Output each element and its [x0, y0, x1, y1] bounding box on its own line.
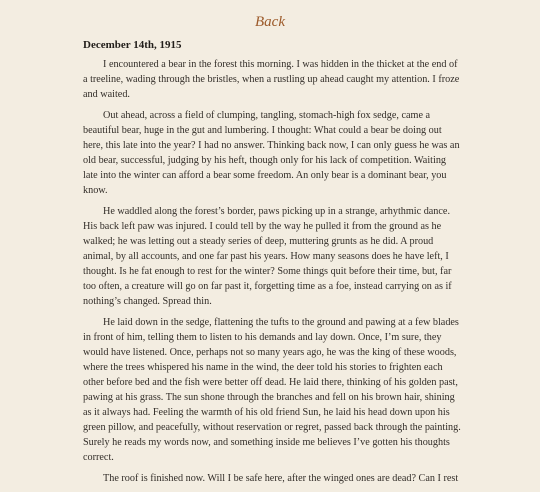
journal-entry — [83, 38, 463, 492]
entry-paragraph: Out ahead, across a field of clumping, tangling, stomach-high fox sedge, came a beautiful bear, huge in the gut and lumbering. I thought: What could a bear be doing out here, this late into the year? I had no answer. Thinking back now, I can only guess he was an old bear, successful, judging by his heft, though only for his lack of competition. Waiting late into the winter can afford a bear some freedom. An only bear is a dominant bear, you know. — [83, 110, 460, 196]
back-link[interactable]: Back — [255, 14, 285, 30]
entry-paragraph: The roof is finished now. Will I be safe here, after the winged ones are dead? Can I rest — [103, 473, 459, 484]
entry-paragraph: He laid down in the sedge, flattening the tufts to the ground and pawing at a few blades in front of him, telling them to listen to his demands and lay down. Once, I’m sure, they would have listened. Once, perhaps not so many years ago, he was the king of these woods, where the trees whispered his name in the wind, the deer told his stories to frighten each other before bed and the fish were better off dead. He laid there, thinking of his golden past, pawing at his grass. The sun shone through the branches and fell on his brown hair, shining as it always had. Feeling the warmth of his old friend Sun, he laid his head down upon his green pillow, and peacefully, without reservation or regret, passed back through the painting. Surely he reads my words now, and something inside me believes I’ve gotten his thoughts correct. — [83, 317, 461, 463]
entry-paragraph: I encountered a bear in the forest this morning. I was hidden in the thicket at the end of a treeline, wading through the bristles, when a rustling up ahead caught my attention. I froze and waited. — [83, 59, 460, 100]
entry-paragraph: He waddled along the forest’s border, paws picking up in a strange, arhythmic dance. His back left paw was injured. I could tell by the way he pulled it from the ground as he walked; he was letting out a steady series of deep, muttering grunts as he did. A proud animal, by all accounts, and one far past his years. How many seasons does he have left, I thought. Is he fat enough to rest for the winter? Some things quit before their time, but, far too often, a creature will go on far past it, forgetting time as a foe, instead carrying on as if nothing’s changed. Spread thin. — [83, 206, 452, 307]
entry-date: December 14th, 1915 — [83, 39, 182, 51]
